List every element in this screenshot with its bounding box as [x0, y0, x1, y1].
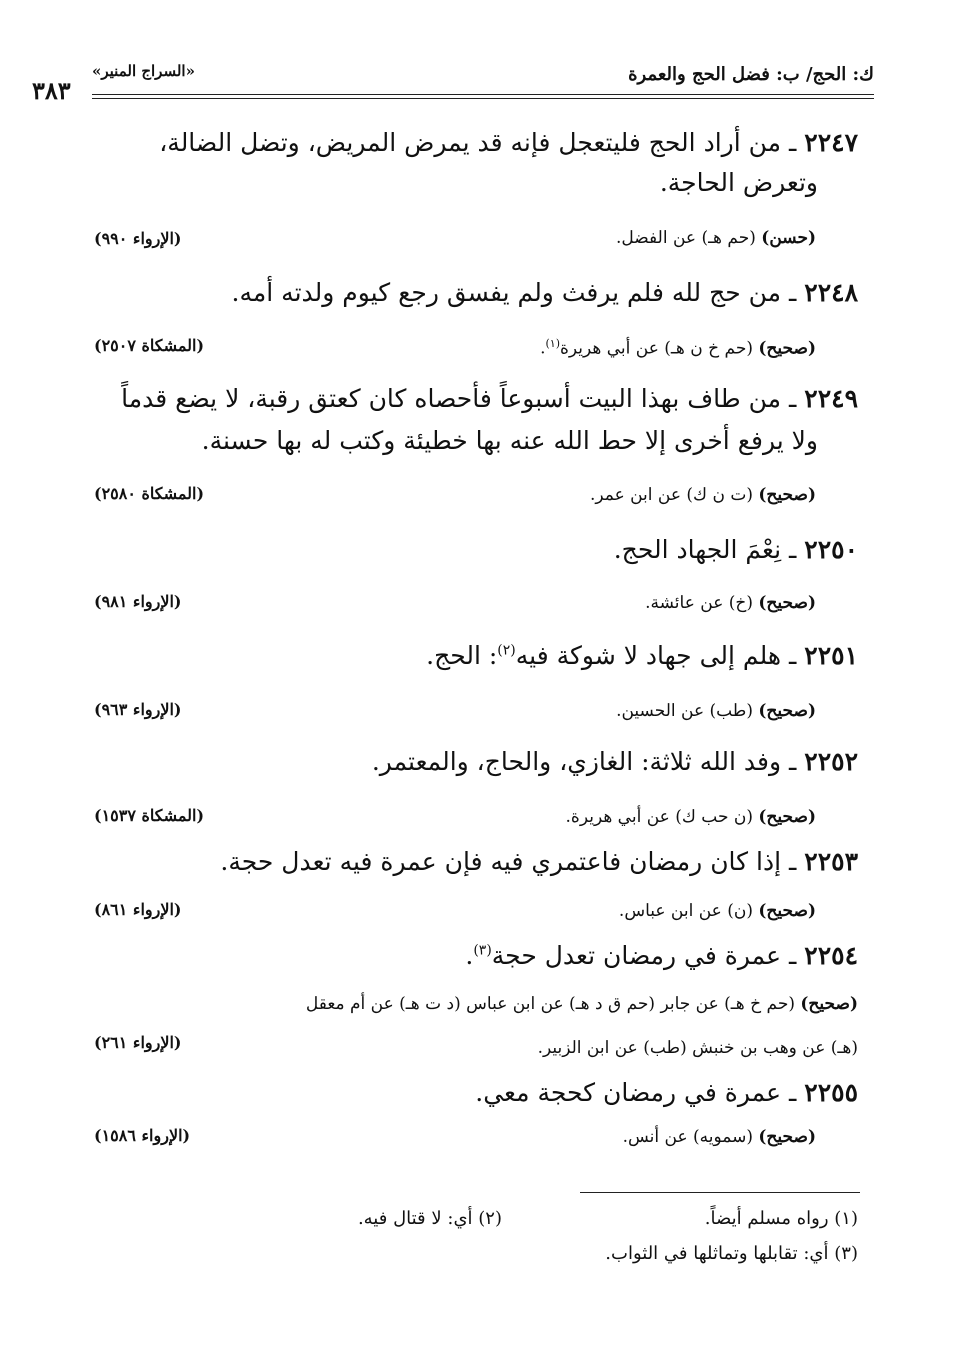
- hadith-text-end: : الحج.: [426, 641, 498, 670]
- source-text: (حم خ هـ) عن جابر (حم ق د هـ) عن ابن عباس (د ت هـ) عن أم معقل: [305, 994, 795, 1014]
- hadith-source: [590, 485, 816, 505]
- footnote-text: أي: تقابلها وتماثلها في الثواب.: [605, 1243, 829, 1264]
- hadith-grade: (صحيح): [758, 485, 816, 505]
- hadith-source: [616, 228, 816, 248]
- hadith-number: ٢٢٥٥: [804, 1078, 858, 1107]
- hadith-reference: (المشكاة ٢٥٨٠): [94, 484, 205, 503]
- hadith-text: [232, 278, 858, 307]
- hadith-source: [616, 701, 816, 721]
- hadith-dash: ـ: [789, 535, 797, 564]
- hadith-dash: ـ: [789, 128, 797, 157]
- hadith-text-end: .: [465, 941, 474, 970]
- source-text: (حم خ ن هـ) عن أبي هريرة: [559, 338, 753, 359]
- hadith-number: ٢٢٥٠: [804, 535, 858, 564]
- footnote-marker: (١): [834, 1208, 858, 1229]
- hadith-reference: (الإرواء ٩٦٣): [94, 700, 182, 719]
- hadith-number: ٢٢٤٩: [804, 384, 858, 413]
- hadith-reference: (المشكاة ١٥٣٧): [94, 806, 205, 825]
- hadith-number: ٢٢٥٤: [804, 941, 858, 970]
- header-rule: [92, 98, 874, 99]
- hadith-text: [220, 847, 858, 876]
- footnote-rule: [580, 1192, 860, 1193]
- hadith-text-continued: ولا يرفع أخرى إلا حط الله عنه بها خطيئة وكتب له بها حسنة.: [201, 426, 818, 455]
- hadith-source: [619, 901, 816, 921]
- source-text: (سمويه) عن أنس.: [622, 1127, 753, 1147]
- hadith-dash: ـ: [789, 747, 797, 776]
- hadith-grade: (صحيح): [758, 701, 816, 721]
- footnote: [605, 1243, 858, 1264]
- hadith-number: ٢٢٤٨: [804, 278, 858, 307]
- hadith-source: [306, 994, 858, 1014]
- hadith-text-line: وفد الله ثلاثة: الغازي، والحاج، والمعتمر.: [371, 747, 782, 776]
- hadith-text: [159, 128, 858, 157]
- footnote-text: رواه مسلم أيضاً.: [704, 1208, 829, 1229]
- hadith-number: ٢٢٤٧: [804, 128, 858, 157]
- source-text: (ت ن ك) عن ابن عمر.: [589, 485, 753, 505]
- hadith-text: [614, 535, 858, 564]
- hadith-text: [426, 641, 858, 670]
- footnote-marker: (٣): [473, 942, 492, 959]
- chapter-title: ك: الحج/ ب: فضل الحج والعمرة: [628, 64, 874, 85]
- hadith-source: [540, 337, 816, 359]
- hadith-dash: ـ: [789, 384, 797, 413]
- source-text: (حم هـ) عن الفضل.: [616, 228, 756, 248]
- source-end: .: [540, 338, 546, 359]
- book-title: «السراج المنير»: [92, 62, 195, 80]
- footnote-marker: (١): [545, 337, 560, 350]
- hadith-dash: ـ: [789, 1078, 797, 1107]
- hadith-text-line: عمرة في رمضان تعدل حجة: [491, 941, 782, 970]
- hadith-dash: ـ: [789, 941, 797, 970]
- hadith-text-line: هلم إلى جهاد لا شوكة فيه: [515, 641, 782, 670]
- hadith-text: [465, 941, 858, 970]
- hadith-text: [372, 747, 858, 776]
- hadith-number: ٢٢٥٢: [804, 747, 858, 776]
- hadith-grade: (صحيح): [758, 807, 816, 827]
- hadith-grade: (صحيح): [758, 1127, 816, 1147]
- hadith-text-line: إذا كان رمضان فاعتمري فيه فإن عمرة فيه تعدل حجة.: [220, 847, 782, 876]
- footnote-marker: (٢): [497, 642, 516, 659]
- hadith-text-line: نِعْمَ الجهاد الحج.: [613, 535, 782, 564]
- hadith-source-continued: (هـ) عن وهب بن خنبش (طب) عن ابن الزبير.: [537, 1038, 858, 1058]
- hadith-text: [121, 384, 858, 413]
- hadith-source: [645, 593, 816, 613]
- footnote-marker: (٢): [478, 1208, 502, 1229]
- source-text: (ن) عن ابن عباس.: [618, 901, 753, 921]
- hadith-grade: (صحيح): [758, 338, 816, 359]
- hadith-text-line: من طاف بهذا البيت أسبوعاً فأحصاه كان كعتق رقبة، لا يضع قدماً: [121, 384, 782, 413]
- hadith-dash: ـ: [789, 278, 797, 307]
- hadith-grade: (صحيح): [800, 994, 858, 1014]
- source-text: (خ) عن عائشة.: [645, 593, 753, 613]
- hadith-text-line: عمرة في رمضان كحجة معي.: [475, 1078, 782, 1107]
- footnote-text: أي: لا قتال فيه.: [357, 1208, 473, 1229]
- hadith-reference: (المشكاة ٢٥٠٧): [94, 336, 205, 355]
- hadith-grade: (صحيح): [758, 901, 816, 921]
- hadith-dash: ـ: [789, 641, 797, 670]
- source-text: (طب) عن الحسين.: [616, 701, 753, 721]
- footnote-marker: (٣): [834, 1243, 858, 1264]
- hadith-text-line: من حج لله فلم يرفث ولم يفسق رجع كيوم ولدته أمه.: [231, 278, 782, 307]
- hadith-reference: (الإرواء ٢٦١): [94, 1033, 182, 1052]
- footnote: [358, 1208, 502, 1229]
- hadith-reference: (الإرواء ٩٩٠): [94, 229, 182, 248]
- hadith-number: ٢٢٥٣: [804, 847, 858, 876]
- hadith-dash: ـ: [789, 847, 797, 876]
- source-text: (ن حب ك) عن أبي هريرة.: [565, 807, 753, 827]
- hadith-number: ٢٢٥١: [804, 641, 858, 670]
- hadith-reference: (الإرواء ٨٦١): [94, 900, 182, 919]
- page-number: ٣٨٣: [32, 76, 71, 105]
- hadith-text-continued: وتعرض الحاجة.: [659, 168, 818, 197]
- hadith-reference: (الإرواء ٩٨١): [94, 592, 182, 611]
- hadith-reference: (الإرواء ١٥٨٦): [94, 1126, 191, 1145]
- hadith-text: [475, 1078, 858, 1107]
- footnote: [705, 1208, 858, 1229]
- hadith-grade: (حسن): [761, 228, 816, 248]
- hadith-source: [623, 1127, 816, 1147]
- hadith-source: [566, 807, 816, 827]
- hadith-grade: (صحيح): [758, 593, 816, 613]
- hadith-text-line: من أراد الحج فليتعجل فإنه قد يمرض المريض، وتضل الضالة،: [159, 128, 782, 157]
- running-header: [92, 58, 874, 95]
